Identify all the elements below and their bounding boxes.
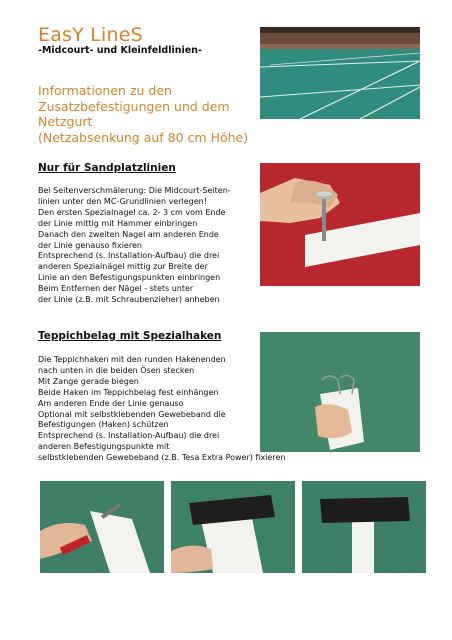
- nail-photo: [260, 163, 420, 286]
- text-line: der Linie (z.B. mit Schraubenzieher) anheben: [38, 295, 220, 305]
- text-line: Den ersten Spezialnagel ca. 2- 3 cm vom Ende: [38, 207, 226, 217]
- section-text-carpet: [38, 355, 285, 464]
- section-text-sand: [38, 186, 231, 306]
- pliers-photo: [40, 481, 164, 573]
- taped-line-photo: [302, 481, 426, 573]
- info-line: Zusatzbefestigungen und dem: [38, 98, 230, 114]
- text-line: nach unten in die beiden Ösen stecken: [38, 365, 195, 375]
- text-line: Am anderen Ende der Linie genauso: [38, 398, 184, 408]
- hook-photo: [260, 332, 420, 452]
- text-line: Optional mit selbstklebenden Gewebeband die: [38, 409, 226, 419]
- text-line: anderen Befestigungspunkte mit: [38, 442, 170, 452]
- text-line: Bei Seitenverschmälerung: Die Midcourt-Seiten-: [38, 186, 231, 195]
- info-block: [38, 83, 253, 145]
- text-line: Beim Entfernen der Nägel - stets unter: [38, 284, 194, 294]
- text-line: Danach den zweiten Nagel am anderen Ende: [38, 229, 219, 239]
- text-line: Die Teppichhaken mit den runden Hakenenden: [38, 355, 226, 364]
- text-line: der Linie mittig mit Hammer einbringen: [38, 218, 198, 228]
- tennis-court-photo: [260, 27, 420, 119]
- text-line: Entsprechend (s. Installation-Aufbau) die drei: [38, 431, 220, 441]
- text-line: Befestigungen (Haken) schützen: [38, 420, 169, 430]
- tape-application-photo: [171, 481, 295, 573]
- section-heading-sand: Nur für Sandplatzlinien: [38, 162, 176, 174]
- info-line: Informationen zu den: [38, 83, 172, 98]
- text-line: Beide Haken im Teppichbelag fest einhängen: [38, 387, 219, 397]
- text-line: der Linie genauso fixieren: [38, 240, 142, 250]
- page-subtitle: -Midcourt- und Kleinfeldlinien-: [38, 45, 202, 56]
- page-title: EasY LineS: [38, 24, 143, 46]
- text-line: selbstklebenden Gewebeband (z.B. Tesa Extra Power) fixieren: [38, 453, 286, 463]
- info-line: Netzgurt: [38, 114, 93, 129]
- text-line: Entsprechend (s. Installation-Aufbau) die drei: [38, 251, 220, 261]
- info-line: (Netzabsenkung auf 80 cm Höhe): [38, 129, 249, 145]
- text-line: anderen Spezialnägel mittig zur Breite der: [38, 262, 208, 272]
- text-line: Linie an den Befestigungspunkten einbringen: [38, 273, 221, 283]
- text-line: linien unter den MC-Grundlinien verlegen!: [38, 196, 207, 206]
- text-line: Mit Zange gerade biegen: [38, 376, 139, 386]
- section-heading-carpet: Teppichbelag mit Spezialhaken: [38, 330, 222, 342]
